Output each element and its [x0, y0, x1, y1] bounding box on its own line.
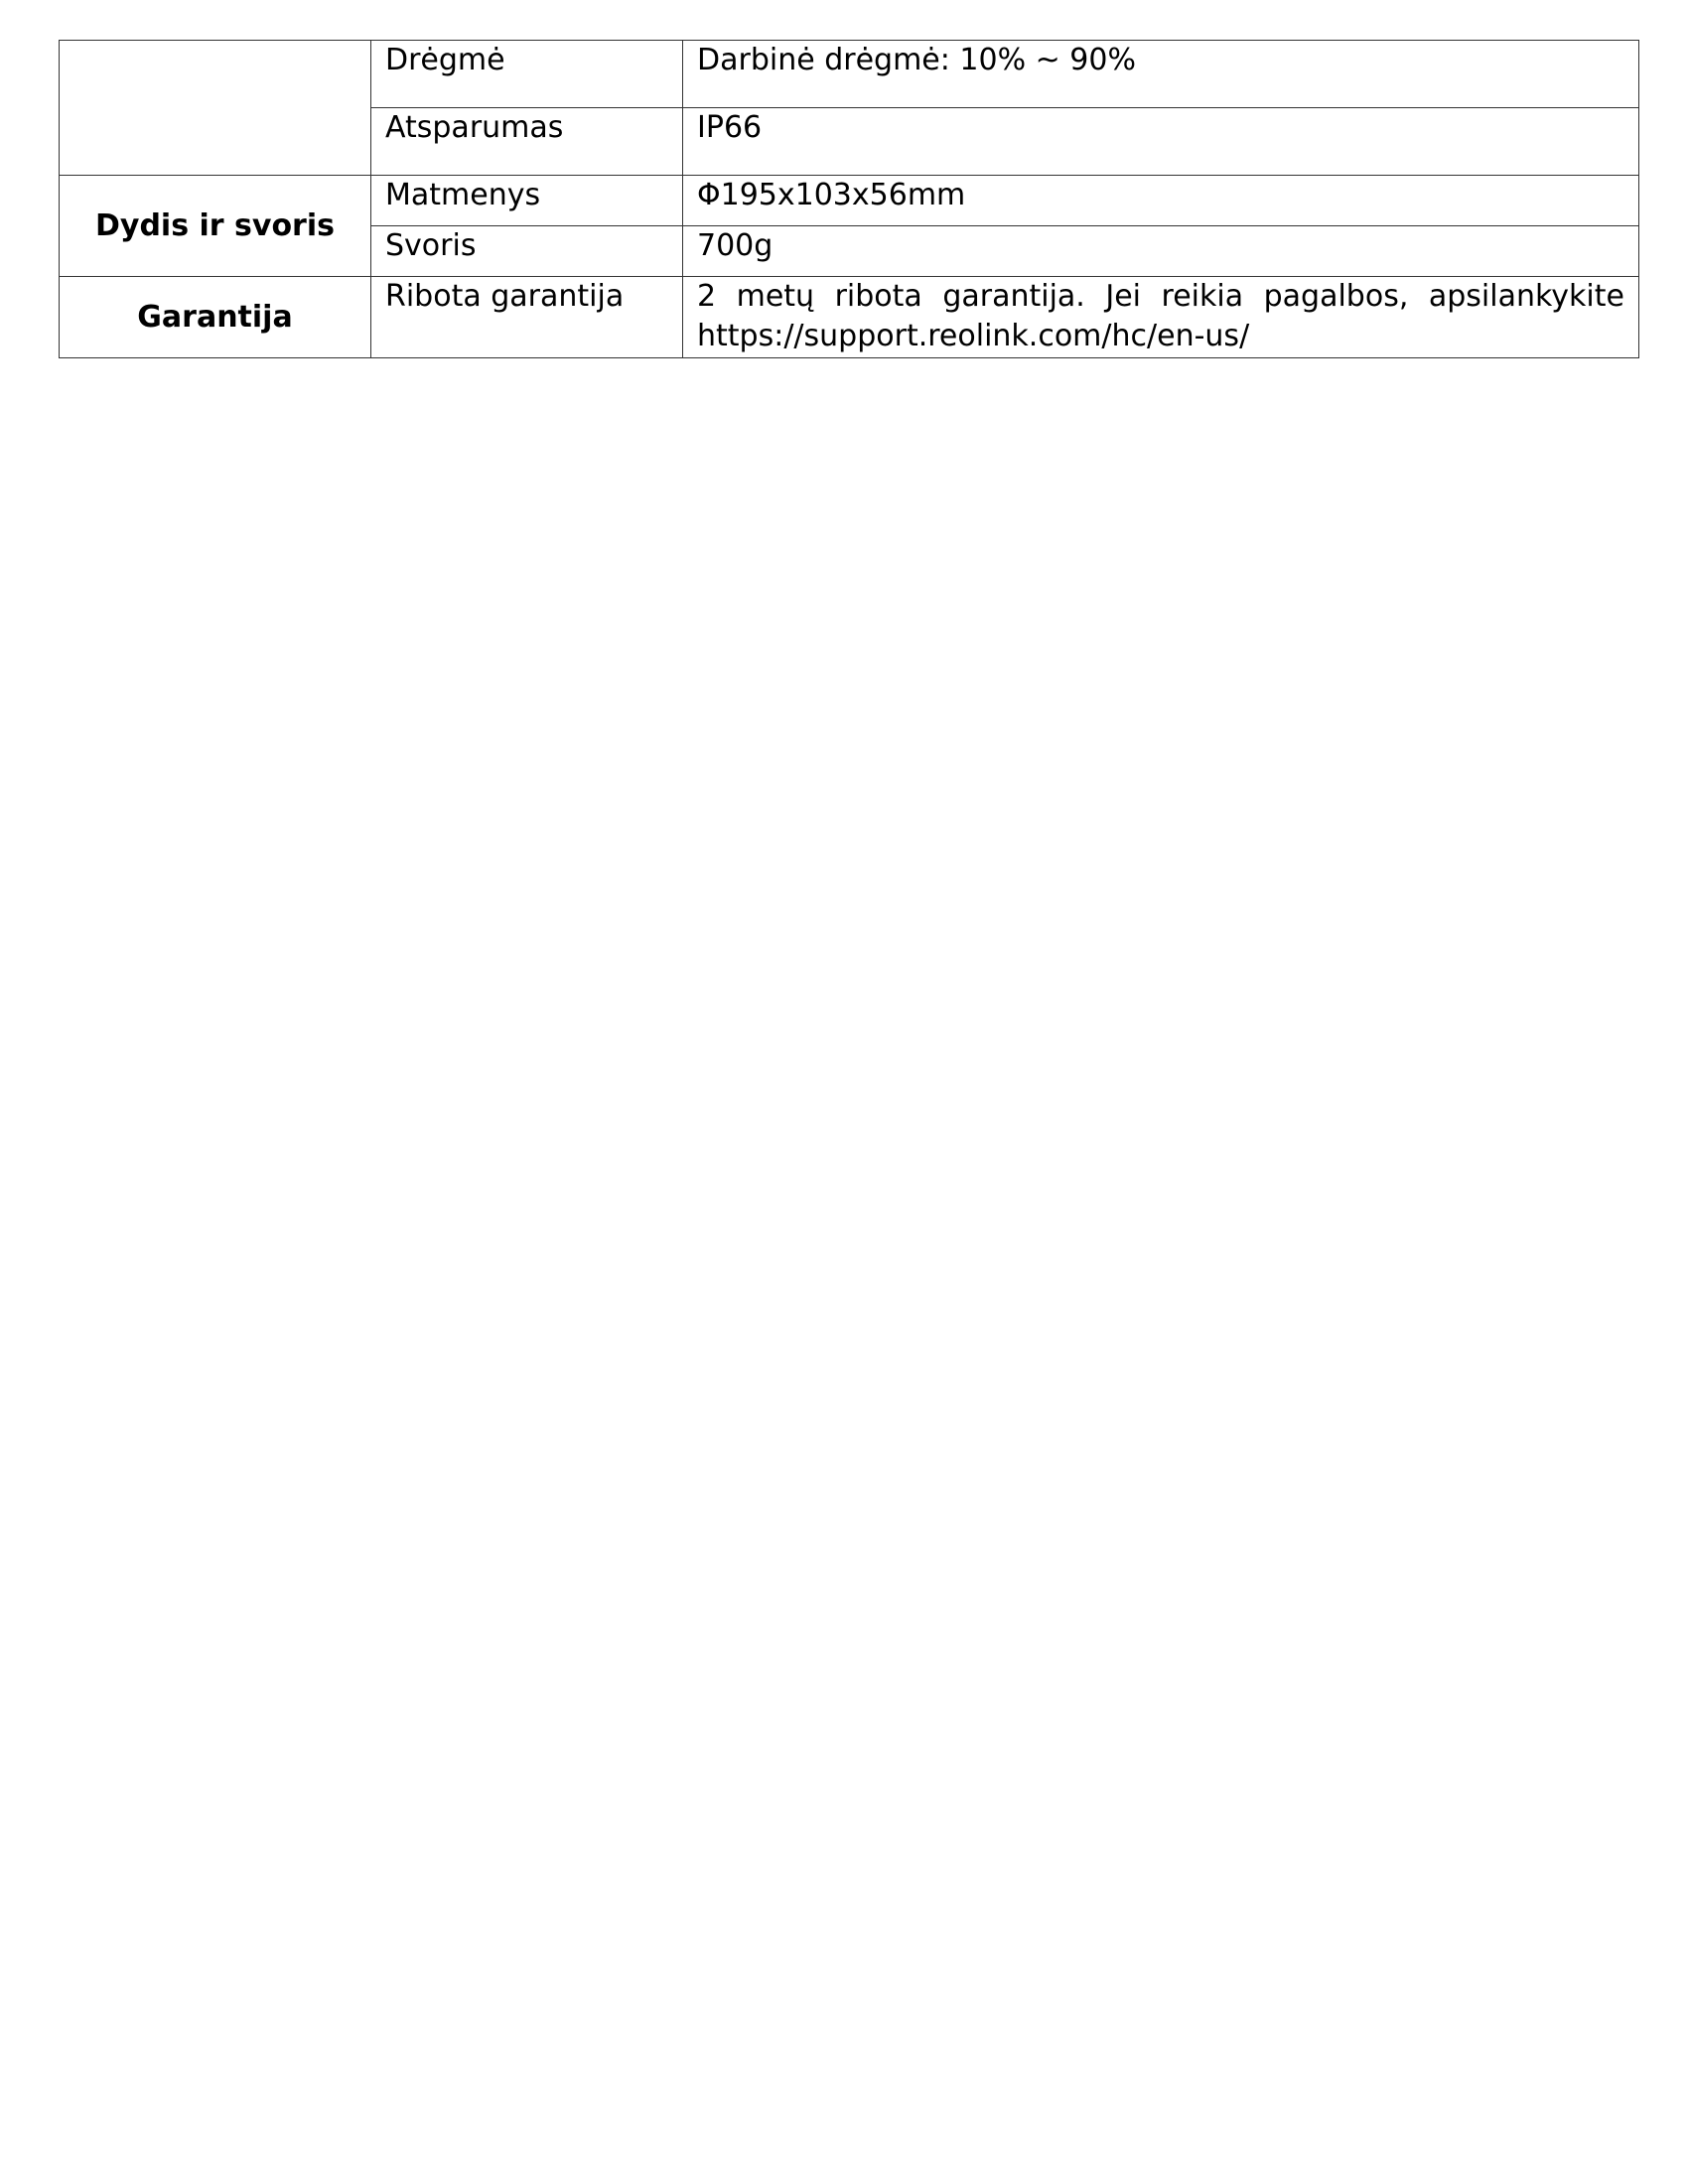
- group-cell-environment: [60, 41, 371, 176]
- table-row: [60, 41, 1639, 108]
- group-cell-warranty: Garantija: [60, 277, 371, 358]
- param-cell: Drėgmė: [371, 41, 683, 108]
- group-cell-size-weight: Dydis ir svoris: [60, 176, 371, 277]
- table-row: [60, 176, 1639, 226]
- value-cell: 700g: [683, 226, 1639, 277]
- param-cell: Matmenys: [371, 176, 683, 226]
- value-cell: Φ195x103x56mm: [683, 176, 1639, 226]
- specifications-table: [59, 40, 1639, 358]
- param-cell: Svoris: [371, 226, 683, 277]
- value-cell: IP66: [683, 108, 1639, 176]
- value-cell: 2 metų ribota garantija. Jei reikia pagalbos, apsilankykite https://support.reolink.com/hc/en-us/: [683, 277, 1639, 358]
- table-row: [60, 277, 1639, 358]
- param-cell: Atsparumas: [371, 108, 683, 176]
- value-cell: Darbinė drėgmė: 10% ~ 90%: [683, 41, 1639, 108]
- param-cell: Ribota garantija: [371, 277, 683, 358]
